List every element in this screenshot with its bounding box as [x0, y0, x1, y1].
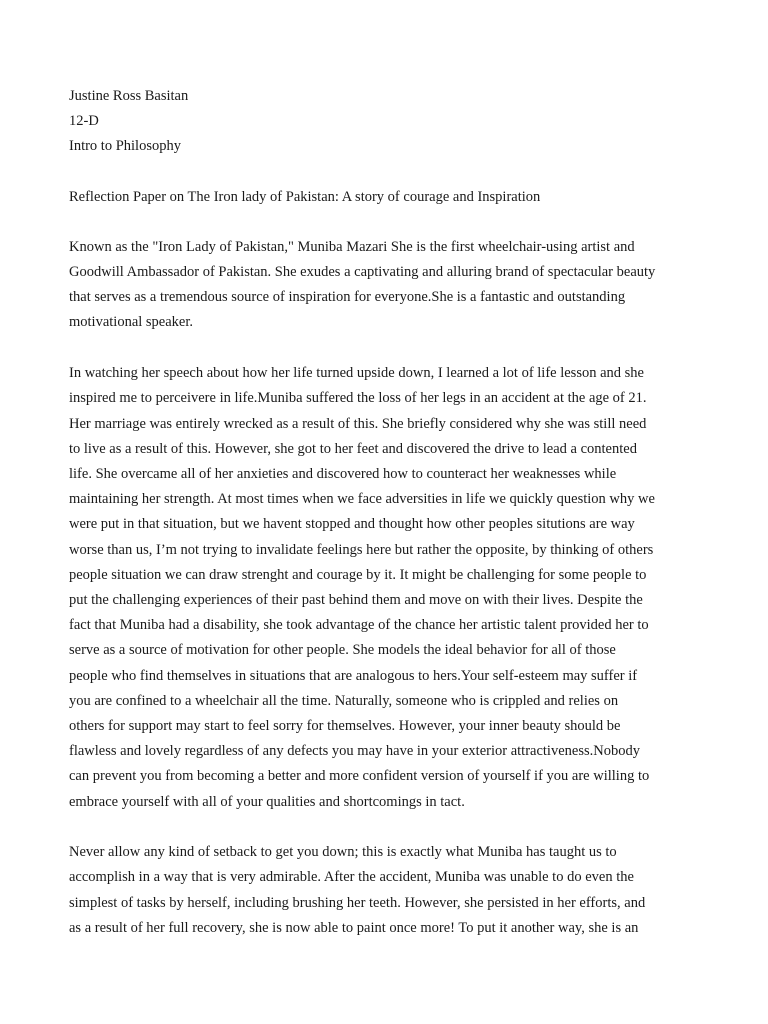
text-line: flawless and lovely regardless of any defects you may have in your exterior attractiveness.Nobody	[69, 743, 640, 760]
text-line: inspired me to perceivere in life.Muniba suffered the loss of her legs in an accident at the age of 21.	[69, 390, 647, 407]
spacer	[69, 160, 709, 185]
text-line: put the challenging experiences of their past behind them and move on with their lives. Despite the	[69, 591, 643, 608]
text-line: Goodwill Ambassador of Pakistan. She exudes a captivating and alluring brand of spectacular beauty	[69, 264, 656, 281]
text-line: life. She overcame all of her anxieties and discovered how to counteract her weaknesses while	[69, 465, 617, 482]
author-name: Justine Ross Basitan	[69, 88, 189, 104]
paper-title: Reflection Paper on The Iron lady of Pakistan: A story of courage and Inspiration	[69, 188, 541, 205]
text-line: embrace yourself with all of your qualities and shortcomings in tact.	[69, 793, 465, 810]
text-line: you are confined to a wheelchair all the time. Naturally, someone who is crippled and relies on	[69, 692, 619, 709]
header-block	[69, 84, 709, 160]
paragraph	[69, 361, 709, 815]
text-line: fact that Muniba had a disability, she took advantage of the chance her artistic talent provided her to	[69, 617, 649, 634]
text-line: motivational speaker.	[69, 314, 194, 331]
text-line: simplest of tasks by herself, including brushing her teeth. However, she persisted in her efforts, and	[69, 894, 646, 911]
text-line: accomplish in a way that is very admirable. After the accident, Muniba was unable to do even the	[69, 869, 634, 886]
text-line: worse than us, I’m not trying to invalidate feelings here but rather the opposite, by thinking of others	[69, 541, 654, 558]
text-line: people situation we can draw strenght and courage by it. It might be challenging for some people to	[69, 566, 647, 583]
text-line: as a result of her full recovery, she is now able to paint once more! To put it another way, she is an	[69, 919, 639, 936]
course-name: Intro to Philosophy	[69, 138, 181, 155]
text-line: serve as a source of motivation for other people. She models the ideal behavior for all of those	[69, 642, 616, 659]
text-line: were put in that situation, but we havent stopped and thought how other peoples situtions are way	[69, 516, 635, 533]
paragraph	[69, 840, 709, 941]
text-line: Her marriage was entirely wrecked as a result of this. She briefly considered why she was still need	[69, 415, 647, 432]
text-line: maintaining her strength. At most times when we face adversities in life we quickly question why we	[69, 491, 655, 508]
text-line: Known as the "Iron Lady of Pakistan," Muniba Mazari She is the first wheelchair-using artist and	[69, 238, 635, 255]
spacer	[69, 210, 709, 235]
paragraph	[69, 235, 709, 336]
text-line: can prevent you from becoming a better and more confident version of yourself if you are willing to	[69, 768, 650, 785]
paragraph-gap	[69, 815, 709, 841]
paragraph-gap	[69, 336, 709, 362]
section-label: 12-D	[69, 113, 99, 130]
document-body	[69, 84, 709, 941]
text-line: to live as a result of this. However, she got to her feet and discovered the drive to lead a contented	[69, 440, 637, 457]
text-line: others for support may start to feel sorry for themselves. However, your inner beauty should be	[69, 717, 621, 734]
text-line: that serves as a tremendous source of inspiration for everyone.She is a fantastic and outstanding	[69, 289, 626, 306]
text-line: Never allow any kind of setback to get you down; this is exactly what Muniba has taught us to	[69, 844, 617, 861]
text-line: people who find themselves in situations that are analogous to hers.Your self-esteem may suffer if	[69, 667, 638, 684]
paragraphs	[69, 235, 709, 941]
text-line: In watching her speech about how her life turned upside down, I learned a lot of life lesson and she	[69, 365, 644, 382]
